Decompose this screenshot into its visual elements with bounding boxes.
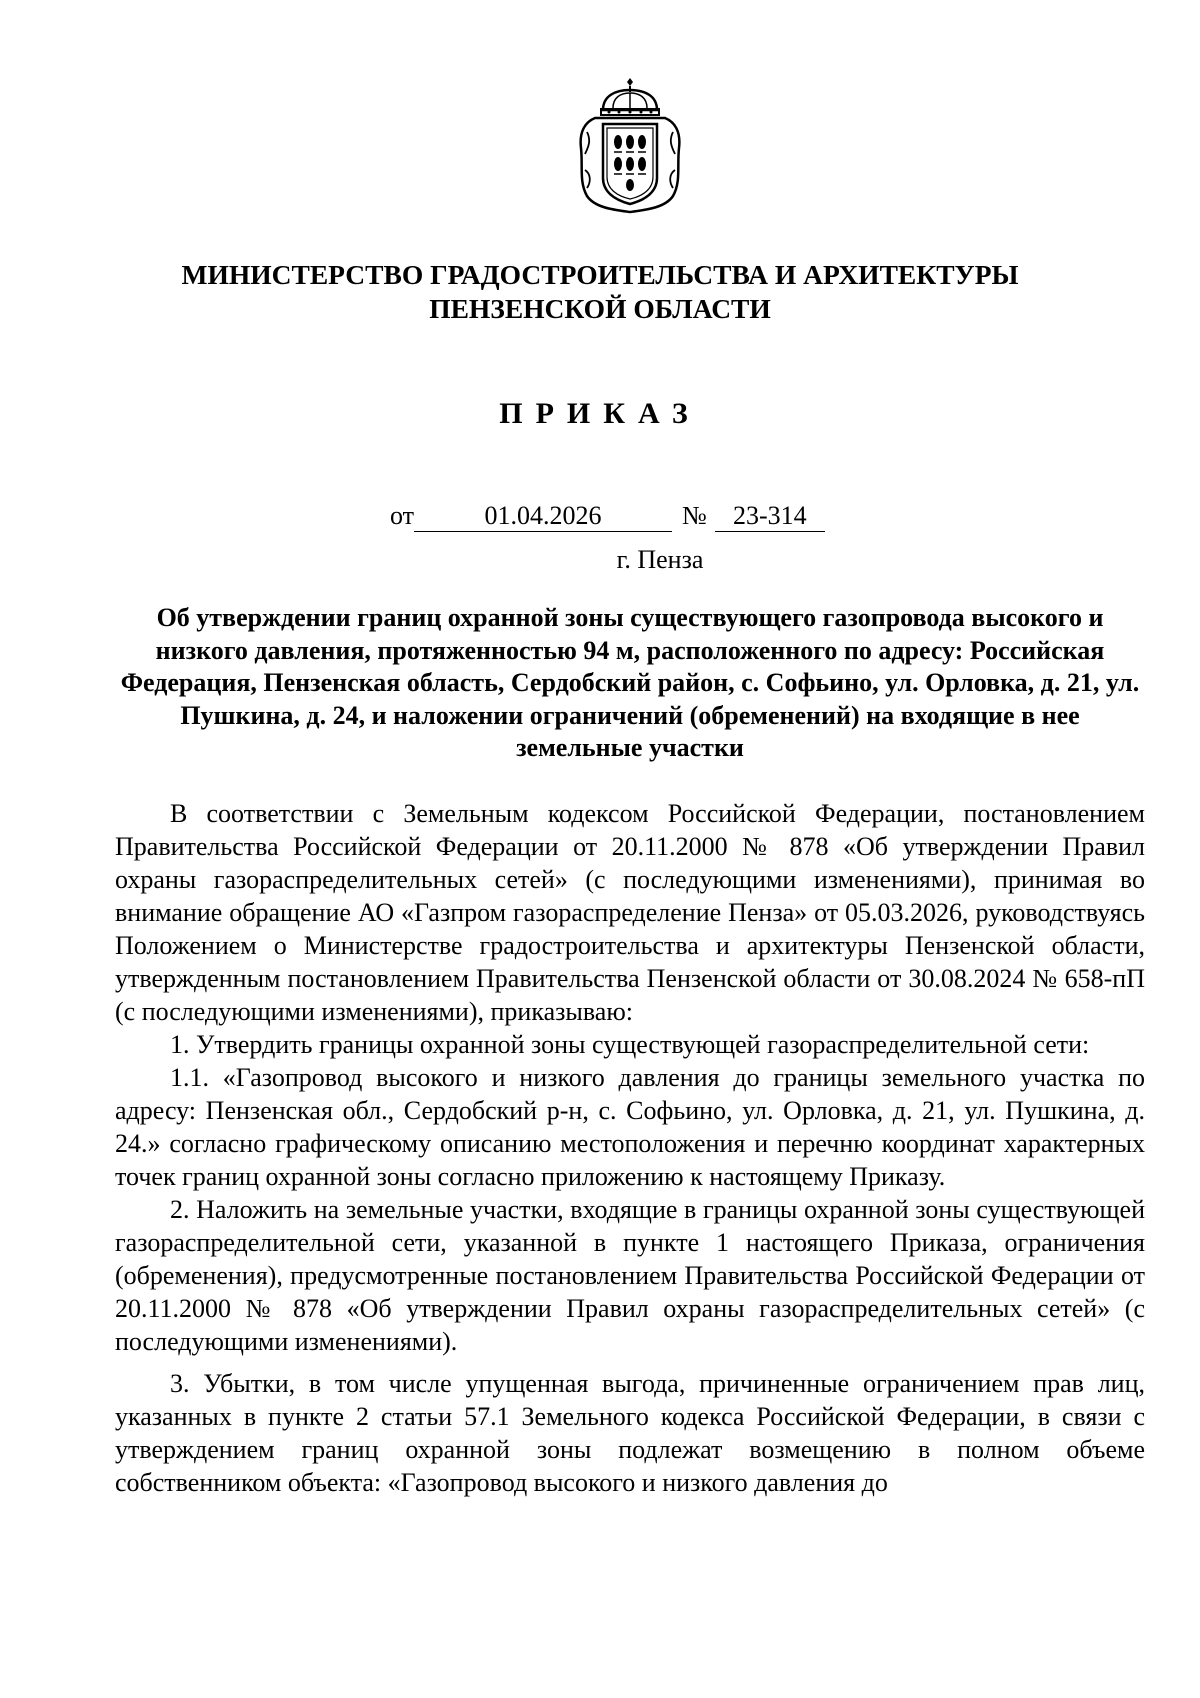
date-prefix: от (390, 501, 415, 530)
body-paragraph: 1. Утвердить границы охранной зоны существующей газораспределительной сети: (170, 1030, 1090, 1059)
body-paragraph: В соответствии с Земельным кодексом Российской Федерации, постановлением Правительства Российской Федерации от 20.11.2000 № 878 «Об утверждении Правил охраны газораспределительных сетей» (с последующими изменениями), принимая во внимание обращение АО «Газпром газораспределение Пенза» от 05.03.2026, руководствуясь Положением о Министерстве градостроительства и архитектуры Пензенской области, утвержденным постановлением Правительства Пензенской области от 30.08.2024 № 658-пП (с последующими изменениями), приказываю: (115, 799, 1145, 1026)
ministry-name (110, 258, 1090, 326)
body-paragraph: 2. Наложить на земельные участки, входящие в границы охранной зоны существующей газораспределительной сети, указанной в пункте 1 настоящего Приказа, ограничения (обременения), предусмотренные постановлением Правительства Российской Федерации от 20.11.2000 № 878 «Об утверждении Правил охраны газораспределительных сетей» (с последующими изменениями). (115, 1195, 1145, 1356)
body-paragraph: 3. Убытки, в том числе упущенная выгода, причиненные ограничением прав лиц, указанных в пункте 2 статьи 57.1 Земельного кодекса Российской Федерации, в связи с утверждением границ охранной зоны подлежат возмещению в полном объеме собственником объекта: «Газопровод высокого и низкого давления до (115, 1369, 1145, 1497)
ministry-name-line2: ПЕНЗЕНСКОЙ ОБЛАСТИ (429, 293, 771, 324)
document-type-title: ПРИКАЗ (499, 397, 701, 430)
ministry-name-line1: МИНИСТЕРСТВО ГРАДОСТРОИТЕЛЬСТВА И АРХИТЕКТУРЫ (181, 259, 1019, 290)
date-number-line (390, 500, 825, 532)
document-date: 01.04.2026 (414, 501, 672, 532)
document-city: г. Пенза (616, 545, 704, 574)
penza-region-coat-of-arms-icon (565, 74, 695, 214)
body-paragraph: 1.1. «Газопровод высокого и низкого давления до границы земельного участка по адресу: Пензенская обл., Сердобский р-н, с. Софьино, ул. Орловка, д. 21, ул. Пушкина, д. 24.» согласно графическому описанию местоположения и перечню координат характерных точек границ охранной зоны согласно приложению к настоящему Приказу. (115, 1063, 1145, 1191)
document-subject: Об утверждении границ охранной зоны существующего газопровода высокого и низкого давления, протяженностью 94 м, расположенного по адресу: Российская Федерация, Пензенская область, Сердобский район, с. Софьино, ул. Орловка, д. 21, ул. Пушкина, д. 24, и наложении ограничений (обременений) на входящие в нее земельные участки (120, 603, 1140, 762)
number-prefix: № (682, 501, 707, 530)
document-number: 23-314 (715, 501, 825, 532)
document-body (115, 797, 1145, 1499)
